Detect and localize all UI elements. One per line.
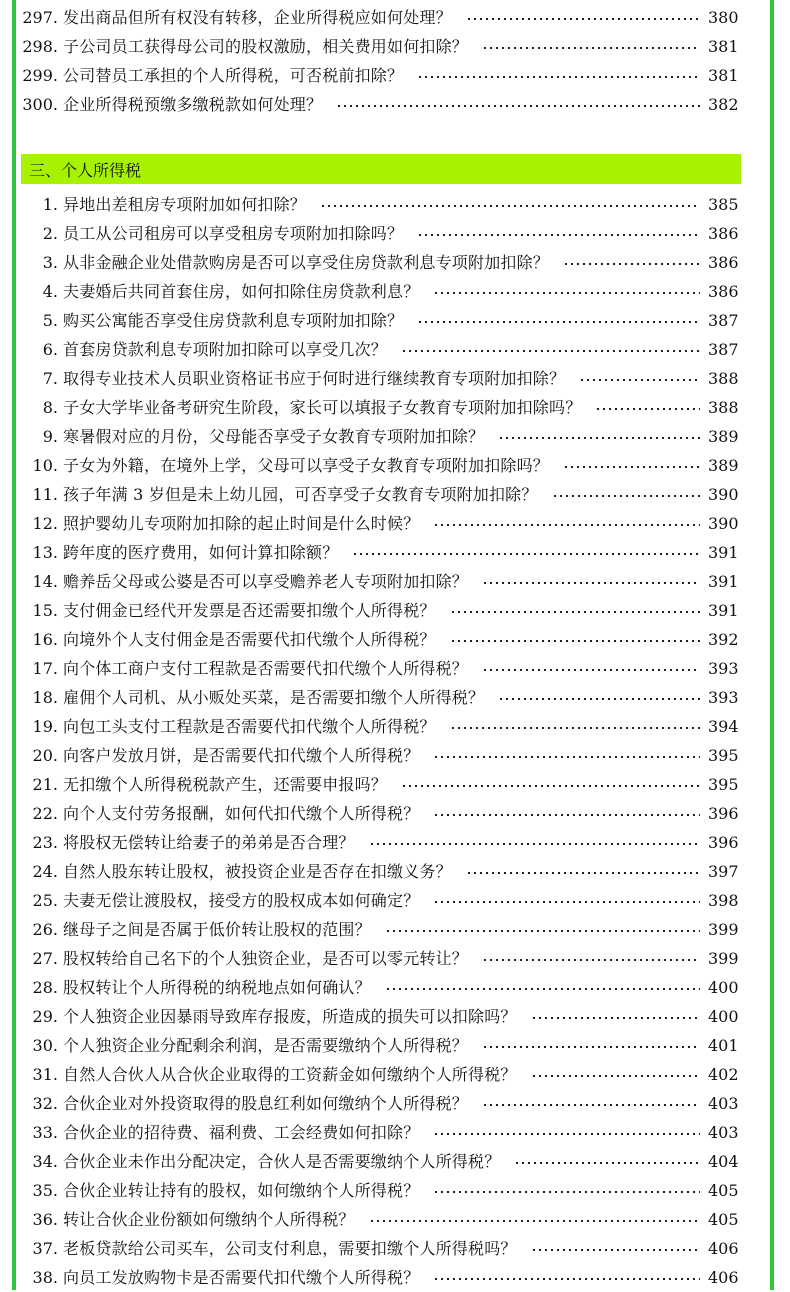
toc-entry[interactable] bbox=[22, 944, 738, 973]
dot-leader bbox=[482, 1104, 700, 1106]
entry-title: 取得专业技术人员职业资格证书应于何时进行继续教育专项附加扣除？ bbox=[63, 369, 566, 388]
entry-number: 33. bbox=[32, 1123, 58, 1142]
entry-page-number: 403 bbox=[708, 1094, 739, 1113]
entry-page-number: 393 bbox=[708, 688, 739, 707]
entry-page-number: 401 bbox=[708, 1036, 739, 1055]
entry-number: 2. bbox=[42, 224, 58, 243]
entry-number: 7. bbox=[42, 369, 58, 388]
entry-page-number: 405 bbox=[708, 1210, 739, 1229]
dot-leader bbox=[482, 1046, 700, 1048]
entry-title: 股权转给自己名下的个人独资企业，是否可以零元转让？ bbox=[63, 949, 469, 968]
dot-leader bbox=[466, 872, 700, 874]
entry-page-number: 386 bbox=[708, 224, 739, 243]
entry-page-number: 390 bbox=[708, 514, 739, 533]
entry-number: 9. bbox=[42, 427, 58, 446]
entry-number: 20. bbox=[32, 746, 58, 765]
toc-entry[interactable] bbox=[22, 683, 738, 712]
entry-number: 25. bbox=[32, 891, 58, 910]
dot-leader bbox=[385, 988, 700, 990]
entry-title: 自然人股东转让股权，被投资企业是否存在扣缴义务？ bbox=[63, 862, 452, 881]
dot-leader bbox=[352, 553, 700, 555]
entry-number: 12. bbox=[32, 514, 58, 533]
entry-number: 34. bbox=[32, 1152, 58, 1171]
entry-title: 赡养岳父母或公婆是否可以享受赡养老人专项附加扣除？ bbox=[63, 572, 469, 591]
entry-page-number: 392 bbox=[708, 630, 739, 649]
toc-entry[interactable] bbox=[22, 90, 738, 119]
dot-leader bbox=[531, 1075, 700, 1077]
dot-leader bbox=[498, 437, 700, 439]
toc-entry[interactable] bbox=[22, 915, 738, 944]
toc-list-corporate-tax bbox=[22, 3, 738, 119]
entry-page-number: 402 bbox=[708, 1065, 739, 1084]
entry-title: 雇佣个人司机、从小贩处买菜，是否需要扣缴个人所得税？ bbox=[63, 688, 485, 707]
entry-number: 15. bbox=[32, 601, 58, 620]
dot-leader bbox=[482, 47, 700, 49]
toc-entry[interactable] bbox=[22, 654, 738, 683]
dot-leader bbox=[433, 292, 700, 294]
dot-leader bbox=[433, 1133, 700, 1135]
entry-title: 孩子年满 3 岁但是未上幼儿园，可否享受子女教育专项附加扣除？ bbox=[63, 485, 538, 504]
toc-entry[interactable] bbox=[22, 625, 738, 654]
entry-page-number: 391 bbox=[708, 543, 739, 562]
toc-entry[interactable] bbox=[22, 219, 738, 248]
entry-title: 子公司员工获得母公司的股权激励，相关费用如何扣除？ bbox=[63, 37, 469, 56]
entry-title: 向包工头支付工程款是否需要代扣代缴个人所得税？ bbox=[63, 717, 436, 736]
dot-leader bbox=[433, 814, 700, 816]
entry-number: 299. bbox=[22, 66, 58, 85]
entry-title: 跨年度的医疗费用，如何计算扣除额？ bbox=[63, 543, 339, 562]
entry-title: 合伙企业对外投资取得的股息红利如何缴纳个人所得税？ bbox=[63, 1094, 469, 1113]
toc-entry[interactable] bbox=[22, 1176, 738, 1205]
toc-entry[interactable] bbox=[22, 857, 738, 886]
entry-title: 股权转让个人所得税的纳税地点如何确认？ bbox=[63, 978, 371, 997]
dot-leader bbox=[531, 1017, 700, 1019]
toc-entry[interactable] bbox=[22, 1118, 738, 1147]
dot-leader bbox=[385, 930, 700, 932]
entry-number: 4. bbox=[42, 282, 58, 301]
entry-number: 298. bbox=[22, 37, 58, 56]
toc-entry[interactable] bbox=[22, 1060, 738, 1089]
dot-leader bbox=[552, 495, 700, 497]
toc-entry[interactable] bbox=[22, 1089, 738, 1118]
entry-number: 21. bbox=[32, 775, 58, 794]
entry-title: 向个人支付劳务报酬，如何代扣代缴个人所得税？ bbox=[63, 804, 420, 823]
entry-page-number: 399 bbox=[708, 949, 739, 968]
entry-number: 22. bbox=[32, 804, 58, 823]
toc-entry[interactable] bbox=[22, 538, 738, 567]
dot-leader bbox=[417, 76, 700, 78]
toc-entry[interactable] bbox=[22, 886, 738, 915]
entry-title: 首套房贷款利息专项附加扣除可以享受几次？ bbox=[63, 340, 388, 359]
entry-number: 27. bbox=[32, 949, 58, 968]
entry-page-number: 406 bbox=[708, 1239, 739, 1258]
entry-title: 企业所得税预缴多缴税款如何处理？ bbox=[63, 95, 323, 114]
dot-leader bbox=[369, 1220, 700, 1222]
dot-leader bbox=[417, 234, 700, 236]
entry-title: 自然人合伙人从合伙企业取得的工资薪金如何缴纳个人所得税？ bbox=[63, 1065, 517, 1084]
toc-entry[interactable] bbox=[22, 422, 738, 451]
dot-leader bbox=[514, 1162, 700, 1164]
toc-entry[interactable] bbox=[22, 335, 738, 364]
entry-title: 发出商品但所有权没有转移，企业所得税应如何处理？ bbox=[63, 8, 452, 27]
entry-number: 1. bbox=[42, 195, 58, 214]
toc-entry[interactable] bbox=[22, 480, 738, 509]
entry-page-number: 393 bbox=[708, 659, 739, 678]
toc-entry[interactable] bbox=[22, 3, 738, 32]
dot-leader bbox=[369, 843, 700, 845]
entry-title: 夫妻无偿让渡股权，接受方的股权成本如何确定？ bbox=[63, 891, 420, 910]
entry-title: 向境外个人支付佣金是否需要代扣代缴个人所得税？ bbox=[63, 630, 436, 649]
entry-page-number: 395 bbox=[708, 746, 739, 765]
entry-title: 子女为外籍，在境外上学，父母可以享受子女教育专项附加扣除吗？ bbox=[63, 456, 550, 475]
toc-entry[interactable] bbox=[22, 799, 738, 828]
dot-leader bbox=[531, 1249, 700, 1251]
entry-page-number: 391 bbox=[708, 601, 739, 620]
entry-page-number: 395 bbox=[708, 775, 739, 794]
toc-entry[interactable] bbox=[22, 190, 738, 219]
dot-leader bbox=[498, 698, 700, 700]
entry-title: 转让合伙企业份额如何缴纳个人所得税？ bbox=[63, 1210, 355, 1229]
entry-number: 6. bbox=[42, 340, 58, 359]
entry-page-number: 385 bbox=[708, 195, 739, 214]
entry-number: 11. bbox=[32, 485, 58, 504]
dot-leader bbox=[482, 669, 700, 671]
entry-number: 28. bbox=[32, 978, 58, 997]
dot-leader bbox=[466, 18, 700, 20]
entry-number: 35. bbox=[32, 1181, 58, 1200]
entry-page-number: 386 bbox=[708, 253, 739, 272]
entry-number: 36. bbox=[32, 1210, 58, 1229]
entry-title: 异地出差租房专项附加如何扣除？ bbox=[63, 195, 307, 214]
entry-title: 继母子之间是否属于低价转让股权的范围？ bbox=[63, 920, 371, 939]
toc-entry[interactable] bbox=[22, 828, 738, 857]
entry-number: 3. bbox=[42, 253, 58, 272]
dot-leader bbox=[482, 582, 700, 584]
entry-number: 18. bbox=[32, 688, 58, 707]
entry-number: 13. bbox=[32, 543, 58, 562]
entry-title: 老板贷款给公司买车，公司支付利息，需要扣缴个人所得税吗？ bbox=[63, 1239, 517, 1258]
entry-title: 无扣缴个人所得税税款产生，还需要申报吗？ bbox=[63, 775, 388, 794]
section-title: 三、个人所得税 bbox=[29, 160, 142, 180]
entry-title: 寒暑假对应的月份，父母能否享受子女教育专项附加扣除？ bbox=[63, 427, 485, 446]
toc-entry[interactable] bbox=[22, 248, 738, 277]
entry-title: 购买公寓能否享受住房贷款利息专项附加扣除？ bbox=[63, 311, 404, 330]
entry-page-number: 388 bbox=[708, 369, 739, 388]
dot-leader bbox=[563, 466, 700, 468]
dot-leader bbox=[320, 205, 700, 207]
entry-page-number: 398 bbox=[708, 891, 739, 910]
entry-number: 300. bbox=[22, 95, 58, 114]
entry-page-number: 386 bbox=[708, 282, 739, 301]
dot-leader bbox=[595, 408, 700, 410]
entry-number: 30. bbox=[32, 1036, 58, 1055]
entry-number: 37. bbox=[32, 1239, 58, 1258]
dot-leader bbox=[482, 959, 700, 961]
toc-entry[interactable] bbox=[22, 741, 738, 770]
section-header bbox=[21, 154, 741, 184]
toc-entry[interactable] bbox=[22, 509, 738, 538]
entry-number: 5. bbox=[42, 311, 58, 330]
toc-entry[interactable] bbox=[22, 277, 738, 306]
entry-title: 个人独资企业分配剩余利润，是否需要缴纳个人所得税？ bbox=[63, 1036, 469, 1055]
entry-page-number: 399 bbox=[708, 920, 739, 939]
entry-title: 合伙企业转让持有的股权，如何缴纳个人所得税？ bbox=[63, 1181, 420, 1200]
entry-title: 将股权无偿转让给妻子的弟弟是否合理？ bbox=[63, 833, 355, 852]
entry-page-number: 403 bbox=[708, 1123, 739, 1142]
dot-leader bbox=[450, 640, 700, 642]
entry-number: 38. bbox=[32, 1268, 58, 1287]
entry-page-number: 405 bbox=[708, 1181, 739, 1200]
entry-number: 31. bbox=[32, 1065, 58, 1084]
entry-number: 32. bbox=[32, 1094, 58, 1113]
entry-title: 向员工发放购物卡是否需要代扣代缴个人所得税？ bbox=[63, 1268, 420, 1287]
dot-leader bbox=[433, 1191, 700, 1193]
dot-leader bbox=[433, 524, 700, 526]
entry-title: 公司替员工承担的个人所得税，可否税前扣除？ bbox=[63, 66, 404, 85]
entry-page-number: 400 bbox=[708, 978, 739, 997]
entry-number: 26. bbox=[32, 920, 58, 939]
toc-entry[interactable] bbox=[22, 393, 738, 422]
entry-page-number: 389 bbox=[708, 456, 739, 475]
toc-entry[interactable] bbox=[22, 364, 738, 393]
toc-entry[interactable] bbox=[22, 712, 738, 741]
dot-leader bbox=[401, 350, 700, 352]
entry-number: 19. bbox=[32, 717, 58, 736]
dot-leader bbox=[433, 901, 700, 903]
entry-page-number: 388 bbox=[708, 398, 739, 417]
toc-entry[interactable] bbox=[22, 1031, 738, 1060]
entry-page-number: 396 bbox=[708, 804, 739, 823]
entry-number: 23. bbox=[32, 833, 58, 852]
entry-number: 29. bbox=[32, 1007, 58, 1026]
entry-number: 10. bbox=[32, 456, 58, 475]
entry-title: 夫妻婚后共同首套住房，如何扣除住房贷款利息？ bbox=[63, 282, 420, 301]
entry-title: 合伙企业未作出分配决定，合伙人是否需要缴纳个人所得税？ bbox=[63, 1152, 501, 1171]
toc-entry[interactable] bbox=[22, 1263, 738, 1292]
entry-page-number: 381 bbox=[708, 37, 739, 56]
toc-entry[interactable] bbox=[22, 973, 738, 1002]
entry-page-number: 394 bbox=[708, 717, 739, 736]
entry-page-number: 391 bbox=[708, 572, 739, 591]
toc-entry[interactable] bbox=[22, 1002, 738, 1031]
toc-entry[interactable] bbox=[22, 61, 738, 90]
entry-title: 向个体工商户支付工程款是否需要代扣代缴个人所得税？ bbox=[63, 659, 469, 678]
entry-page-number: 387 bbox=[708, 340, 739, 359]
entry-number: 24. bbox=[32, 862, 58, 881]
dot-leader bbox=[450, 727, 700, 729]
toc-entry[interactable] bbox=[22, 770, 738, 799]
entry-page-number: 389 bbox=[708, 427, 739, 446]
entry-number: 297. bbox=[22, 8, 58, 27]
toc-entry[interactable] bbox=[22, 1147, 738, 1176]
entry-page-number: 382 bbox=[708, 95, 739, 114]
entry-title: 向客户发放月饼，是否需要代扣代缴个人所得税？ bbox=[63, 746, 420, 765]
dot-leader bbox=[579, 379, 700, 381]
dot-leader bbox=[336, 105, 700, 107]
entry-title: 照护婴幼儿专项附加扣除的起止时间是什么时候？ bbox=[63, 514, 420, 533]
dot-leader bbox=[563, 263, 700, 265]
entry-title: 支付佣金已经代开发票是否还需要扣缴个人所得税？ bbox=[63, 601, 436, 620]
dot-leader bbox=[401, 785, 700, 787]
entry-number: 17. bbox=[32, 659, 58, 678]
entry-page-number: 397 bbox=[708, 862, 739, 881]
toc-entry[interactable] bbox=[22, 596, 738, 625]
entry-page-number: 390 bbox=[708, 485, 739, 504]
entry-title: 员工从公司租房可以享受租房专项附加扣除吗？ bbox=[63, 224, 404, 243]
entry-page-number: 387 bbox=[708, 311, 739, 330]
dot-leader bbox=[433, 756, 700, 758]
entry-title: 个人独资企业因暴雨导致库存报废，所造成的损失可以扣除吗？ bbox=[63, 1007, 517, 1026]
entry-page-number: 396 bbox=[708, 833, 739, 852]
toc-entry[interactable] bbox=[22, 32, 738, 61]
dot-leader bbox=[450, 611, 700, 613]
entry-title: 从非金融企业处借款购房是否可以享受住房贷款利息专项附加扣除？ bbox=[63, 253, 550, 272]
entry-number: 8. bbox=[42, 398, 58, 417]
entry-title: 子女大学毕业备考研究生阶段，家长可以填报子女教育专项附加扣除吗？ bbox=[63, 398, 582, 417]
dot-leader bbox=[417, 321, 700, 323]
toc-entry[interactable] bbox=[22, 1205, 738, 1234]
toc-entry[interactable] bbox=[22, 451, 738, 480]
entry-page-number: 404 bbox=[708, 1152, 739, 1171]
toc-entry[interactable] bbox=[22, 567, 738, 596]
toc-entry[interactable] bbox=[22, 306, 738, 335]
entry-page-number: 380 bbox=[708, 8, 739, 27]
entry-page-number: 406 bbox=[708, 1268, 739, 1287]
entry-page-number: 381 bbox=[708, 66, 739, 85]
entry-number: 14. bbox=[32, 572, 58, 591]
entry-page-number: 400 bbox=[708, 1007, 739, 1026]
entry-number: 16. bbox=[32, 630, 58, 649]
entry-title: 合伙企业的招待费、福利费、工会经费如何扣除？ bbox=[63, 1123, 420, 1142]
dot-leader bbox=[433, 1278, 700, 1280]
toc-entry[interactable] bbox=[22, 1234, 738, 1263]
toc-list-individual-tax bbox=[22, 190, 738, 1292]
